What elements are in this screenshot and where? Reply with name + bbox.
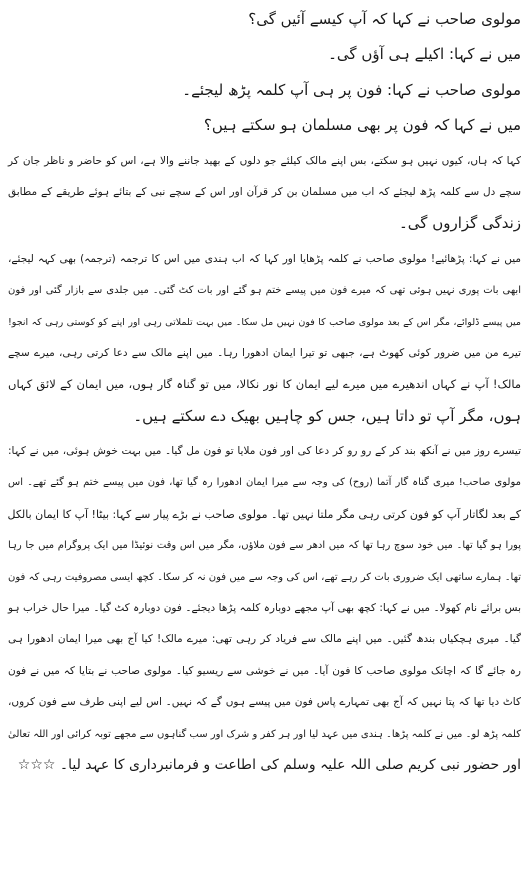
text-line: میں نے کہا: اکیلے ہی آؤں گی۔	[328, 45, 521, 64]
text-line: بس برائے نام کھولا۔ میں نے کہا: کچھ بھی آپ مجھے دوبارہ کلمہ پڑھا دیجئے۔ فون دوبارہ کٹ گیا۔ میرا حال خراب ہو	[8, 602, 521, 615]
ending-stars: ☆☆☆	[17, 756, 56, 773]
text-line: مالک! آپ نے کہاں اندھیرے میں میرے لیے ایمان کا نور نکالا، میں تو گناہ گار ہوں، میں ایمان کے لائق کہاں	[8, 377, 521, 392]
text-line: پورا ہو گیا تھا۔ میں خود سوچ رہا تھا کہ میں ادھر سے فون ملاؤں، مگر میں اس وقت نوئیڈا میں ایک پروگرام میں جا رہا	[8, 540, 521, 552]
text-line: سچے دل سے کلمہ پڑھ لیجئے کہ اب میں مسلمان بن کر قرآن اور اس کے سچے نبی کے بتائے ہوئے طریقے کے مطابق	[8, 185, 521, 198]
closing-line	[8, 750, 521, 781]
text-line: ابھی بات پوری نہیں ہوئی تھی کہ میرے فون میں پیسے ختم ہو گئے اور بات کٹ گئی۔ میں جلدی سے بازار گئی اور فون	[8, 285, 521, 297]
text-line: کہا کہ ہاں، کیوں نہیں ہو سکتے، بس اپنے مالک کیلئے جو دلوں کے بھید جاننے والا ہے، اس کو حاضر و ناظر جان کر	[8, 154, 521, 167]
paragraph	[8, 75, 521, 106]
text-line: میں نے کہا کہ فون پر بھی مسلمان ہو سکتے ہیں؟	[203, 116, 521, 135]
paragraph	[8, 244, 521, 432]
text-line: کلمہ پڑھ لو۔ میں نے کلمہ پڑھا۔ ہندی میں عہد لیا اور ہر کفر و شرک اور سب گناہوں سے مجھے توبہ کرائی اور اللہ تعالیٰ	[8, 728, 521, 740]
text-line: رہ جائے گا کہ اچانک مولوی صاحب کا فون آیا۔ میں نے خوشی سے ریسیو کیا۔ مولوی صاحب نے بتایا کہ میں نے فون	[8, 664, 521, 677]
text-line: میں پیسے ڈلوائے، مگر اس کے بعد مولوی صاحب کا فون نہیں مل سکا۔ میں بہت تلملاتی رہی اور اپنے کو کوستی رہی کہ انجو!	[8, 316, 521, 328]
text-line: تیرے من میں ضرور کوئی کھوٹ ہے، جبھی تو تیرا ایمان ادھورا رہا۔ میں اپنے مالک سے دعا کرتی رہی، میرے سچے	[8, 346, 521, 359]
text-line: تیسرے روز میں نے آنکھ بند کر کے رو رو کر دعا کی اور فون ملایا تو فون مل گیا۔ میں بہت خوش ہوئی، میں نے کہا:	[8, 445, 521, 458]
paragraph	[8, 110, 521, 141]
paragraph	[8, 436, 521, 781]
text-line: کے بعد لگاتار آپ کو فون کرتی رہی مگر ملتا نہیں تھا۔ مولوی صاحب نے بڑے پیار سے کہا: بیٹا! آپ کا ایمان بالکل	[7, 507, 521, 521]
paragraph	[8, 4, 521, 35]
paragraph	[8, 39, 521, 70]
text-line: زندگی گزاروں گی۔	[399, 214, 521, 233]
text-line: میں نے کہا: پڑھائیے! مولوی صاحب نے کلمہ پڑھایا اور کہا کہ اب ہندی میں اس کا ترجمہ (ترجمہ) بھی کہہ لیجئے،	[8, 252, 521, 265]
text-line: گیا۔ میری ہچکیاں بندھ گئیں۔ میں اپنے مالک سے فریاد کر رہی تھی: میرے مالک! کیا آج بھی میرا ایمان ادھورا ہی	[8, 633, 521, 646]
paragraph	[8, 146, 521, 240]
text-line: مولوی صاحب نے کہا کہ آپ کیسے آئیں گی؟	[248, 10, 521, 28]
text-line: مولوی صاحب! میری گناہ گار آتما (روح) کی وجہ سے میرا ایمان ادھورا رہ گیا تھا، فون میں پیسے ختم ہو گئے تھے۔ اس	[8, 477, 521, 489]
text-line: کاٹ دیا تھا کہ پتا نہیں کہ آج بھی تمہارے پاس فون میں پیسے ہوں گے کہ نہیں۔ اس لیے اپنی طرف سے فون کروں،	[8, 696, 521, 709]
text-line: تھا۔ ہمارے ساتھی ایک ضروری بات کر رہے تھے، اس کی وجہ سے میں فون نہ کر سکا۔ کچھ ایسی مصروفیت رہی کہ فون	[8, 571, 521, 583]
text-line: مولوی صاحب نے کہا: فون پر ہی آپ کلمہ پڑھ لیجئے۔	[182, 80, 521, 99]
text-line: ہوں، مگر آپ تو داتا ہیں، جس کو چاہیں بھیک دے سکتے ہیں۔	[133, 406, 521, 425]
text-line: اور حضور نبی کریم صلی اللہ علیہ وسلم کی اطاعت و فرمانبرداری کا عہد لیا۔	[59, 756, 521, 773]
